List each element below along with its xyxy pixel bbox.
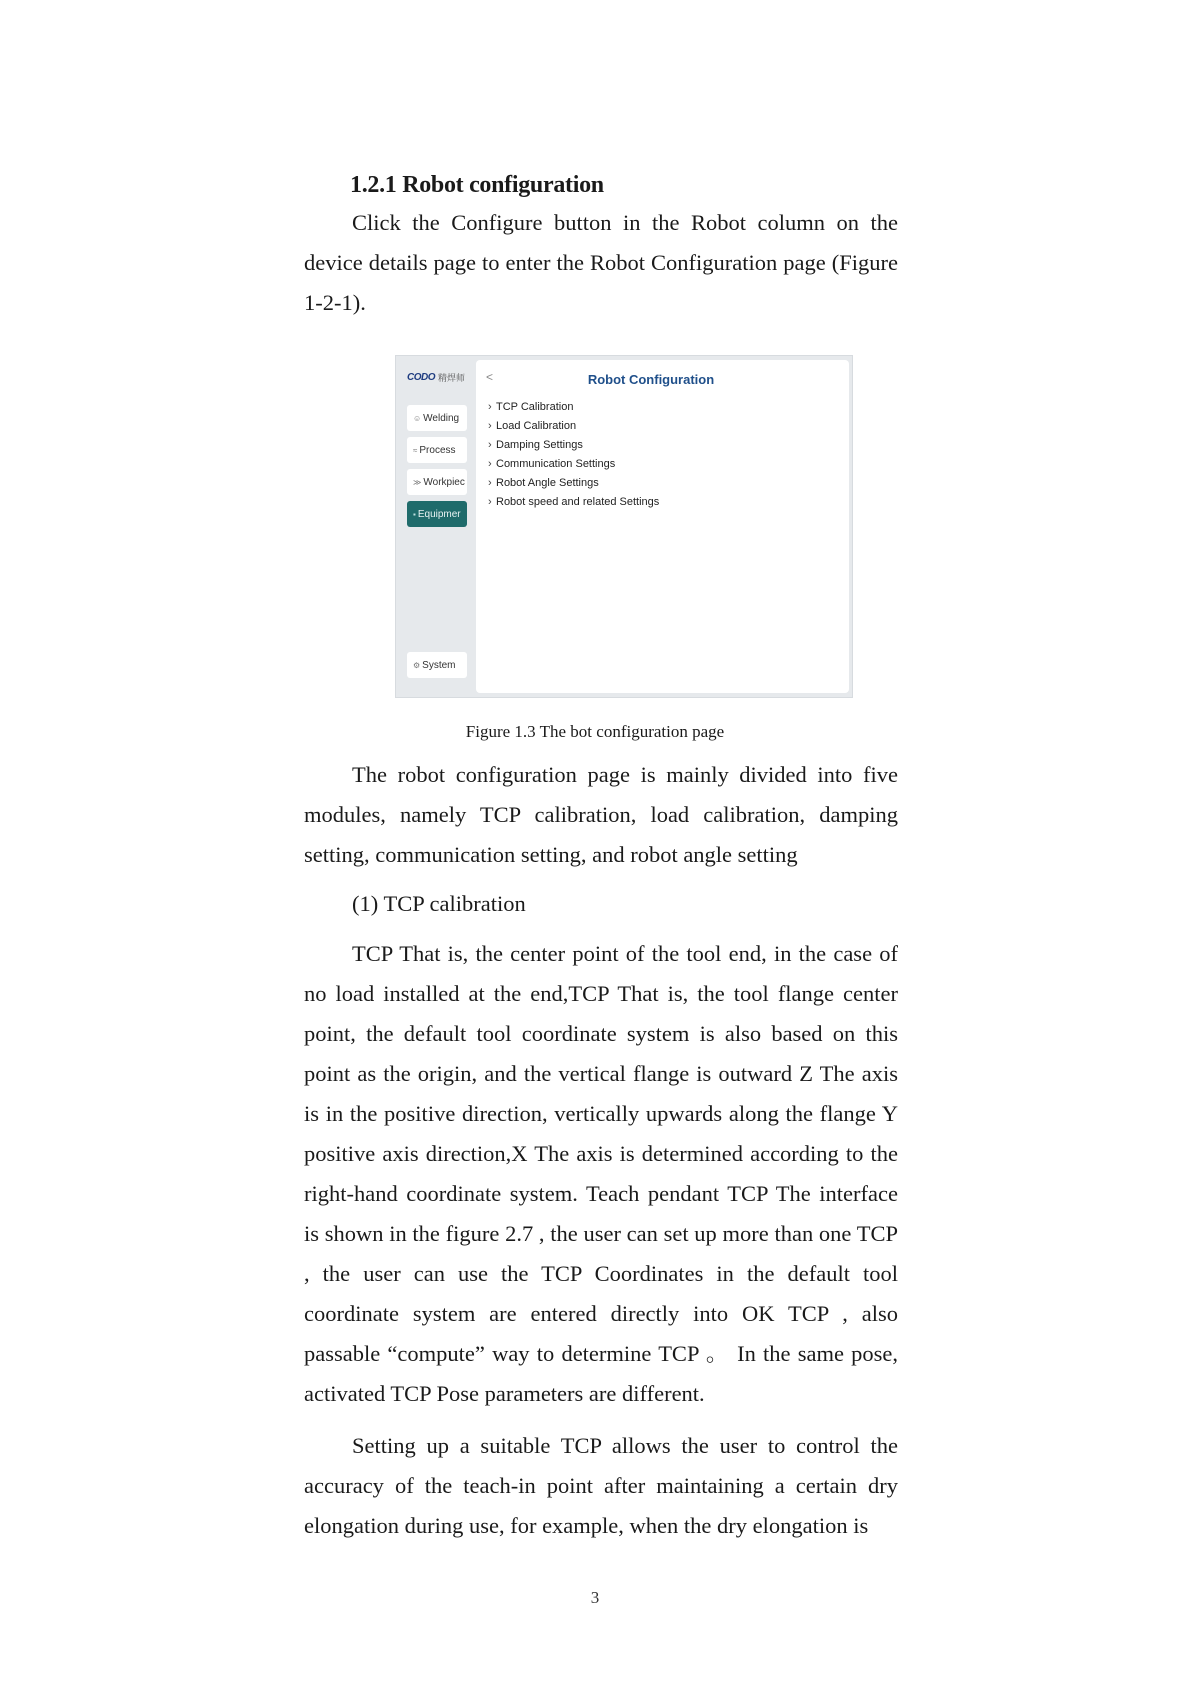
nav-welding[interactable]	[407, 405, 467, 431]
subheading-tcp-calibration: (1) TCP calibration	[352, 891, 526, 916]
app-logo	[407, 371, 465, 384]
equipment-icon: ▪	[413, 509, 416, 519]
chevron-right-icon: ›	[488, 477, 492, 489]
chevron-right-icon: ›	[488, 496, 492, 508]
chevron-right-icon: ›	[488, 401, 492, 413]
figure-caption: Figure 1.3 The bot configuration page	[465, 722, 725, 741]
chevron-right-icon: ›	[488, 420, 492, 432]
gear-icon: ⚙	[413, 660, 421, 670]
nav-equipment[interactable]	[407, 501, 467, 527]
welding-icon: ☺	[413, 413, 422, 423]
paragraph-modules: The robot configuration page is mainly divided into five modules, namely TCP calibration, load calibration, damping setting, communication setting, and robot angle setting	[304, 762, 898, 867]
page-number: 3	[590, 1588, 600, 1607]
figure-screenshot	[395, 355, 853, 698]
process-icon: ≈	[413, 445, 418, 455]
chevron-right-icon: ›	[488, 458, 492, 470]
logo-text: 精焊师	[438, 374, 466, 384]
menu-item-tcp-calibration[interactable]: › TCP Calibration	[488, 398, 659, 417]
intro-paragraph: Click the Configure button in the Robot column on the device details page to enter the Robot Configuration page (Figure 1-2-1).	[304, 210, 898, 315]
nav-label: Welding	[423, 412, 460, 424]
menu-item-robot-angle-settings[interactable]: › Robot Angle Settings	[488, 474, 659, 493]
workpiece-icon: ≫	[413, 477, 422, 487]
section-heading: 1.2.1 Robot configuration	[350, 172, 604, 198]
menu-item-robot-speed-settings[interactable]: › Robot speed and related Settings	[488, 493, 659, 512]
nav-system[interactable]	[407, 652, 467, 678]
nav-process[interactable]	[407, 437, 467, 463]
menu-item-load-calibration[interactable]: › Load Calibration	[488, 417, 659, 436]
chevron-right-icon: ›	[488, 439, 492, 451]
back-chevron-icon[interactable]: <	[486, 370, 494, 384]
figure-main-panel	[476, 360, 849, 693]
paragraph-tcp-setup: Setting up a suitable TCP allows the user to control the accuracy of the teach-in point after maintaining a certain dry elongation during use, for example, when the dry elongation is	[304, 1433, 898, 1538]
paragraph-tcp-description: TCP That is, the center point of the tool end, in the case of no load installed at the end,TCP That is, the tool flange center point, the default tool coordinate system is also based on this point as the origin, and the vertical flange is outward Z The axis is in the positive direction, vertically upwards along the flange Y positive axis direction,X The axis is determined according to the right-hand coordinate system. Teach pendant TCP The interface is shown in the figure 2.7 , the user can set up more than one TCP , the user can use the TCP Coordinates in the default tool coordinate system are entered directly into OK TCP , also passable “compute” way to determine TCP 。 In the same pose, activated TCP Pose parameters are different.	[304, 941, 898, 1406]
nav-label: System	[422, 659, 456, 671]
menu-item-damping-settings[interactable]: › Damping Settings	[488, 436, 659, 455]
panel-title: Robot Configuration	[587, 372, 715, 387]
nav-label: Equipmer	[417, 508, 461, 520]
figure-sidebar	[396, 356, 474, 697]
logo-mark: CODO	[407, 372, 435, 383]
nav-label: Workpiec	[423, 476, 465, 488]
menu-item-communication-settings[interactable]: › Communication Settings	[488, 455, 659, 474]
config-menu	[488, 398, 659, 512]
nav-workpiece[interactable]	[407, 469, 467, 495]
nav-label: Process	[419, 444, 456, 456]
